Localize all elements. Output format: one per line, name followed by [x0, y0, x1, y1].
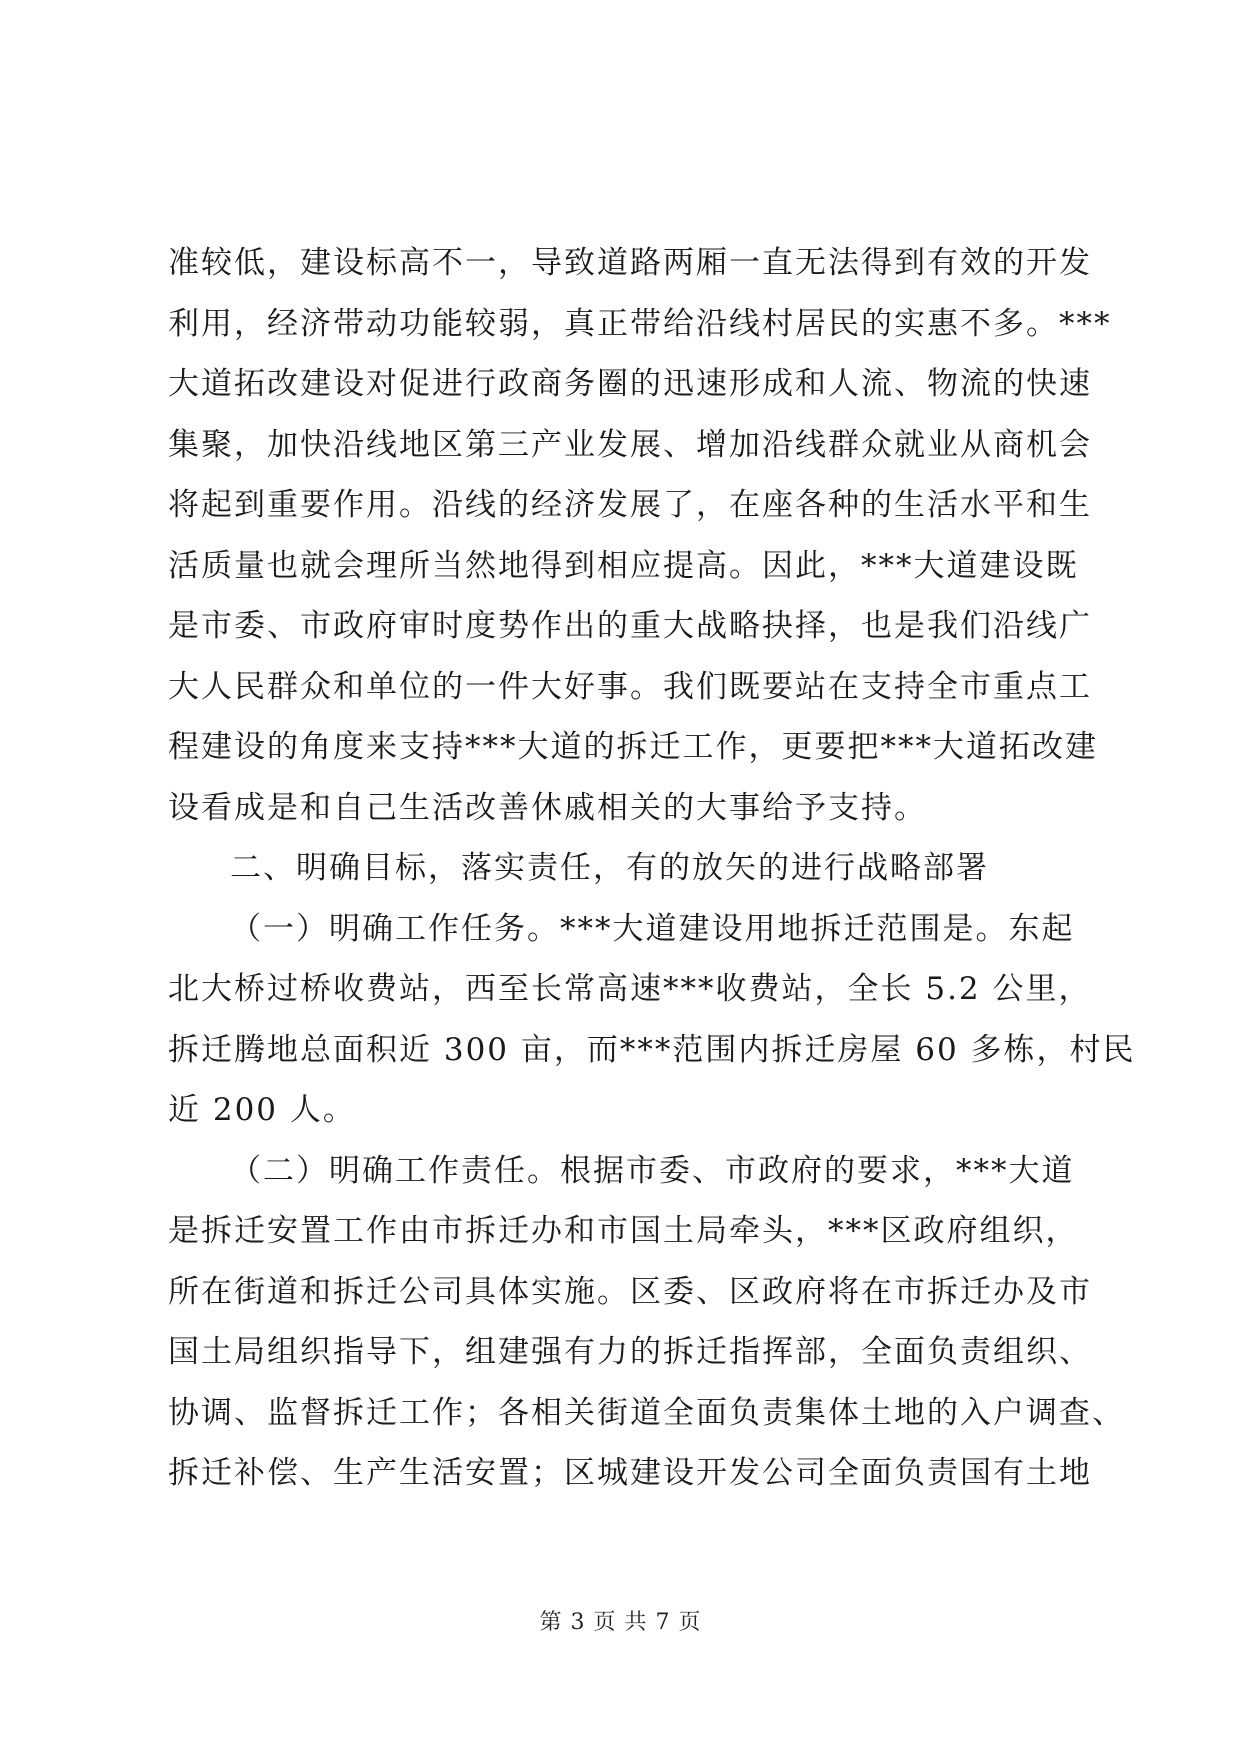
- paragraph-line: 近 200 人。: [168, 1092, 356, 1128]
- page-number: 第 3 页 共 7 页: [539, 1610, 702, 1635]
- body-text: [168, 233, 1136, 1504]
- paragraph-line: 大人民群众和单位的一件大好事。我们既要站在支持全市重点工: [168, 668, 1092, 705]
- paragraph-line: 协调、监督拆迁工作；各相关街道全面负责集体土地的入户调查、: [168, 1394, 1125, 1431]
- paragraph-line: （一）明确工作任务。***大道建设用地拆迁范围是。东起: [230, 910, 1075, 947]
- paragraph-line: 将起到重要作用。沿线的经济发展了，在座各种的生活水平和生: [168, 487, 1092, 523]
- paragraph-line: 准较低，建设标高不一，导致道路两厢一直无法得到有效的开发: [168, 245, 1092, 281]
- paragraph-line: 所在街道和拆迁公司具体实施。区委、区政府将在市拆迁办及市: [168, 1273, 1092, 1310]
- paragraph-line: 利用，经济带动功能较弱，真正带给沿线村居民的实惠不多。***: [168, 305, 1112, 342]
- paragraph-line: 拆迁补偿、生产生活安置；区城建设开发公司全面负责国有土地: [168, 1455, 1092, 1491]
- paragraph-line: 是市委、市政府审时度势作出的重大战略抉择，也是我们沿线广: [168, 608, 1092, 644]
- paragraph-line: 集聚，加快沿线地区第三产业发展、增加沿线群众就业从商机会: [168, 426, 1092, 463]
- paragraph-line: 北大桥过桥收费站，西至长常高速***收费站，全长 5.2 公里，: [168, 971, 1092, 1007]
- paragraph-line: 是拆迁安置工作由市拆迁办和市国土局牵头，***区政府组织，: [168, 1213, 1079, 1249]
- paragraph-line: 活质量也就会理所当然地得到相应提高。因此，***大道建设既: [168, 547, 1079, 584]
- paragraph-line: 国土局组织指导下，组建强有力的拆迁指挥部，全面负责组织、: [168, 1334, 1092, 1370]
- paragraph-line: 拆迁腾地总面积近 300 亩，而***范围内拆迁房屋 60 多栋，村民: [168, 1031, 1136, 1068]
- paragraph-line: 设看成是和自己生活改善休戚相关的大事给予支持。: [168, 789, 927, 826]
- paragraph-line: 大道拓改建设对促进行政商务圈的迅速形成和人流、物流的快速: [168, 366, 1092, 402]
- paragraph-line: （二）明确工作责任。根据市委、市政府的要求，***大道: [230, 1152, 1075, 1189]
- paragraph-line: 程建设的角度来支持***大道的拆迁工作，更要把***大道拓改建: [168, 729, 1098, 765]
- section-heading: 二、明确目标，落实责任，有的放矢的进行战略部署: [230, 850, 989, 886]
